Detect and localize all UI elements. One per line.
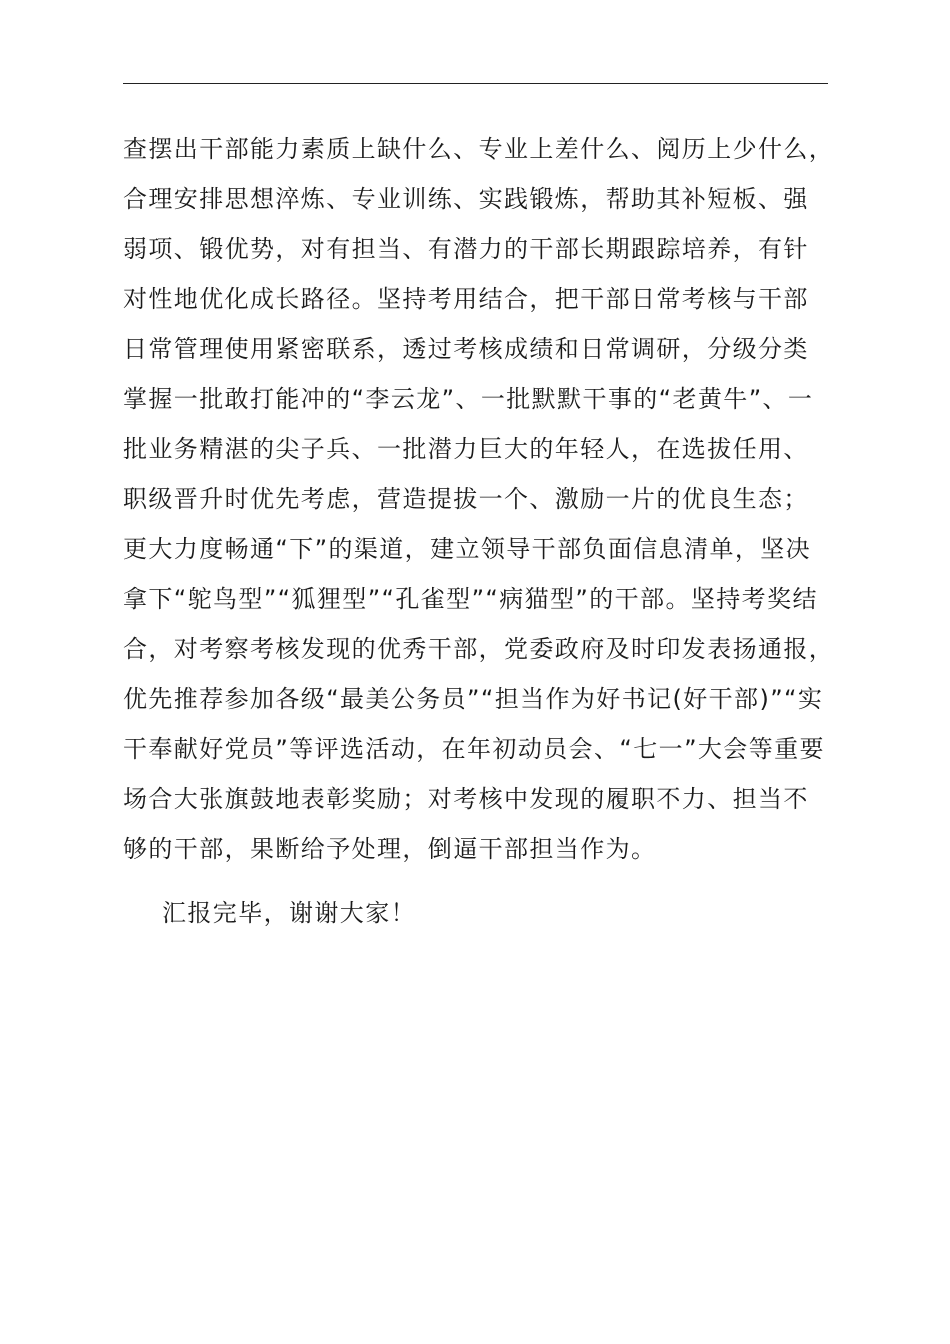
paragraph-line-5: 日常管理使用紧密联系，透过考核成绩和日常调研，分级分类 — [123, 335, 809, 363]
paragraph-line-13: 干奉献好党员”等评选活动，在年初动员会、“七一”大会等重要 — [123, 735, 825, 763]
paragraph-line-12: 优先推荐参加各级“最美公务员”“担当作为好书记(好干部)”“实 — [123, 685, 824, 713]
paragraph-line-10: 拿下“鸵鸟型”“狐狸型”“孔雀型”“病猫型”的干部。坚持考奖结 — [123, 585, 818, 613]
closing-remark: 汇报完毕，谢谢大家！ — [162, 899, 416, 927]
paragraph-line-8: 职级晋升时优先考虑，营造提拔一个、激励一片的优良生态； — [123, 485, 809, 513]
paragraph-line-2: 合理安排思想淬炼、专业训练、实践锻炼，帮助其补短板、强 — [123, 185, 809, 213]
paragraph-line-9: 更大力度畅通“下”的渠道，建立领导干部负面信息清单，坚决 — [123, 535, 812, 563]
paragraph-line-7: 批业务精湛的尖子兵、一批潜力巨大的年轻人，在选拔任用、 — [123, 435, 809, 463]
paragraph-line-3: 弱项、锻优势，对有担当、有潜力的干部长期跟踪培养，有针 — [123, 235, 809, 263]
body-paragraph — [123, 124, 863, 874]
paragraph-line-1: 查摆出干部能力素质上缺什么、专业上差什么、阅历上少什么， — [123, 135, 835, 163]
paragraph-line-14: 场合大张旗鼓地表彰奖励；对考核中发现的履职不力、担当不 — [123, 785, 809, 813]
paragraph-line-6: 掌握一批敢打能冲的“李云龙”、一批默默干事的“老黄牛”、一 — [123, 385, 814, 413]
paragraph-line-4: 对性地优化成长路径。坚持考用结合，把干部日常考核与干部 — [123, 285, 809, 313]
paragraph-line-11: 合，对考察考核发现的优秀干部，党委政府及时印发表扬通报， — [123, 635, 835, 663]
header-rule — [123, 83, 828, 84]
paragraph-line-15: 够的干部，果断给予处理，倒逼干部担当作为。 — [123, 835, 657, 863]
